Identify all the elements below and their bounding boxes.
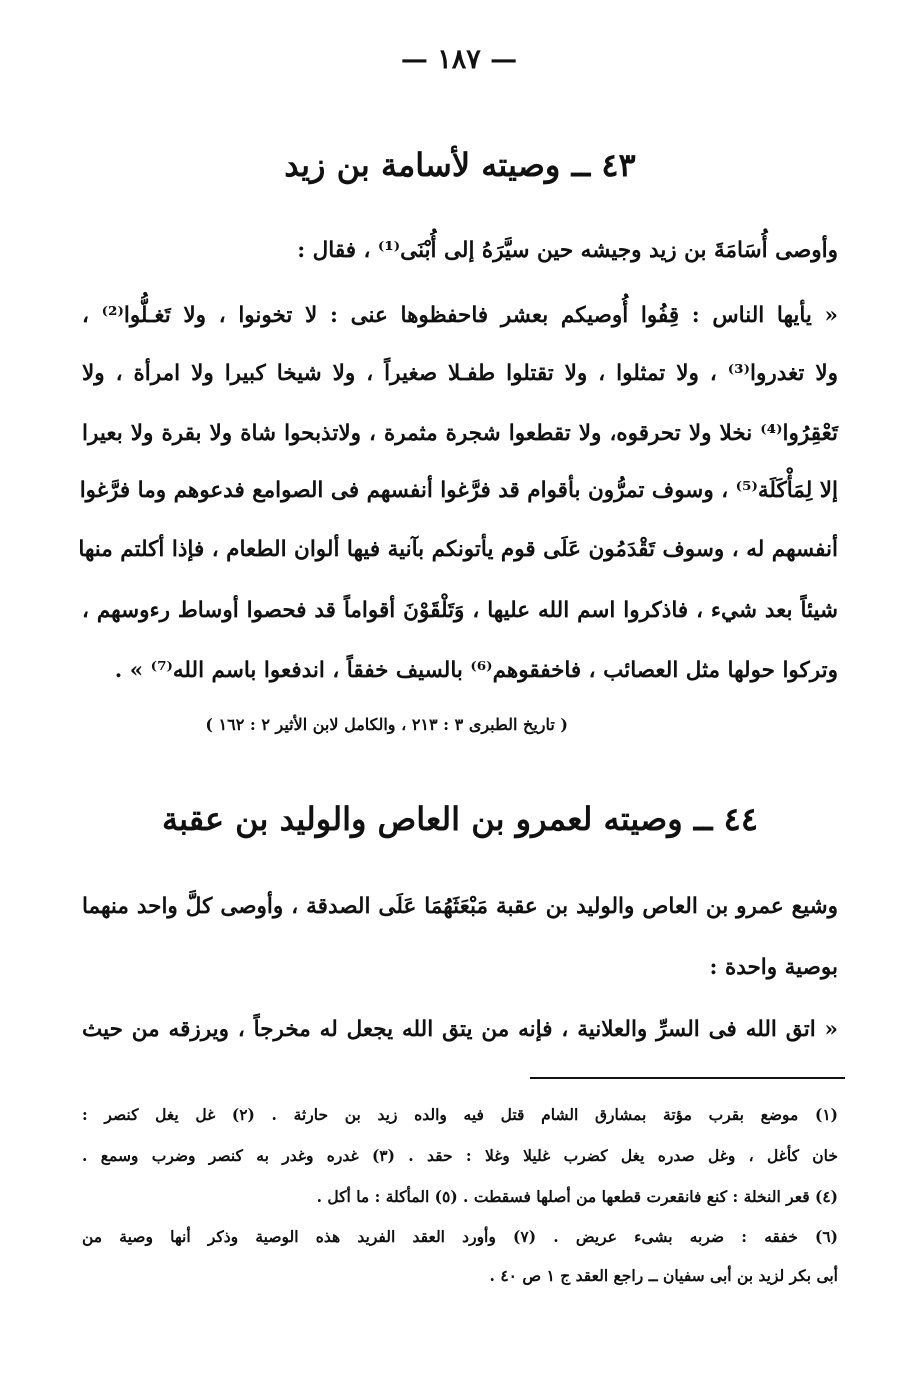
footnote-line-4: (٦) خفقه : ضربه بشىء عريض . (٧) وأورد العقد الفريد هذه الوصية وذكر أنها وصية من: [82, 1227, 838, 1246]
section-43-line-8: وتركوا حولها مثل العصائب ، فاخفقوهم⁽⁶⁾ بالسيف خفقاً ، اندفعوا باسم الله⁽⁷⁾ » .: [114, 658, 838, 683]
section-43-heading: ٤٣ ــ وصيته لأسامة بن زيد: [284, 146, 636, 184]
footnote-line-2: خان كأغل ، وغل صدره يغل كضرب غليلا وغلا : حقد . (٣) غدره وغدر به كنصر وضرب وسمع .: [82, 1146, 838, 1165]
section-43-line-5: إلا لِمَأْكَلَة⁽⁵⁾ ، وسوف تمرُّون بأقوام قد فرَّغوا أنفسهم فى الصوامع فدعوهم وما فرَّغوا: [79, 478, 838, 503]
footnote-line-5: أبى بكر لزيد بن أبى سفيان ــ راجع العقد ج ١ ص ٤٠ .: [489, 1266, 838, 1285]
section-43-line-6: أنفسهم له ، وسوف تَقْدَمُون عَلَى قوم يأتونكم بآنية فيها ألوان الطعام ، فإذا أكلتم منها: [78, 537, 838, 562]
section-43-line-4: تَعْقِرُوا⁽⁴⁾ نخلا ولا تحرقوه، ولا تقطعوا شجرة مثمرة ، ولاتذبحوا شاة ولا بقرة ولا بعيرا: [82, 421, 838, 446]
section-43-line-7: شيئاً بعد شيء ، فاذكروا اسم الله عليها ، وَتَلْقَوْنَ أقواماً قد فحصوا أوساط رءوسهم ،: [82, 598, 838, 623]
page-number: — ١٨٧ —: [400, 44, 518, 75]
section-44-line-3: « اتق الله فى السرِّ والعلانية ، فإنه من يتق الله يجعل له مخرجاً ، ويرزقه من حيث: [82, 1017, 838, 1042]
section-44-line-2: بوصية واحدة :: [709, 955, 838, 980]
section-44-line-1: وشيع عمرو بن العاص والوليد بن عقبة مَبْعَثَهُمَا عَلَى الصدقة ، وأوصى كلَّ واحد منهما: [82, 894, 838, 919]
section-43-line-3: ولا تغدروا⁽³⁾ ، ولا تمثلوا ، ولا تقتلوا طفـلا صغيراً ، ولا شيخا كبيرا ولا امرأة ، ولا: [82, 361, 838, 386]
section-44-heading: ٤٤ ــ وصيته لعمرو بن العاص والوليد بن عقبة: [161, 800, 759, 838]
section-43-line-1: وأوصى أُسَامَةَ بن زيد وجيشه حين سيَّرَهُ إلى أُبْنَى⁽¹⁾ ، فقال :: [297, 238, 838, 263]
section-43-source-citation: ( تاريخ الطبرى ٣ : ٢١٣ ، والكامل لابن الأثير ٢ : ١٦٢ ): [205, 715, 568, 734]
footnote-line-3: (٤) قعر النخلة : كنع فانقعرت قطعها من أصلها فسقطت . (٥) المأكلة : ما أكل .: [316, 1187, 838, 1206]
section-43-line-2: « يأيها الناس : قِفُوا أُوصيكم بعشر فاحفظوها عنى : لا تخونوا ، ولا تَغـلُّوا⁽²⁾ ،: [82, 303, 838, 328]
footnote-line-1: (١) موضع بقرب مؤتة بمشارق الشام قتل فيه والده زيد بن حارثة . (٢) غل يغل كنصر :: [82, 1105, 838, 1124]
footnote-divider: [530, 1077, 845, 1079]
